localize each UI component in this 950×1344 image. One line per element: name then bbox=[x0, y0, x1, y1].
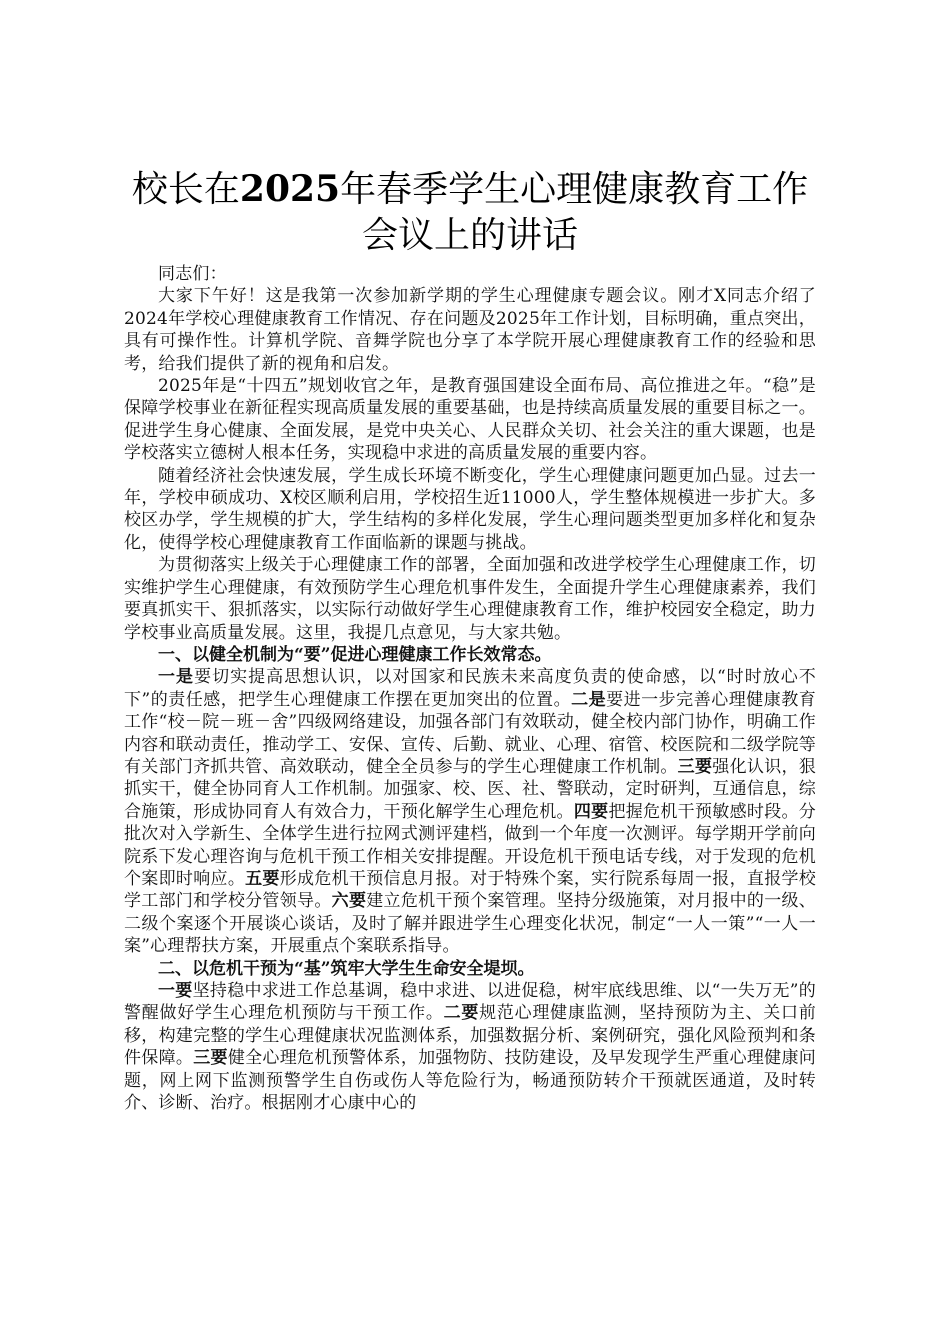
s1-text-6: 建立危机干预个案管理。坚持分级施策，对月报中的一级、二级个案逐个开展谈心谈话，及时了解并跟进学生心理变化状况，制定“一人一策”“一人一案”心理帮扶方案，开展重点个案联系指导。 bbox=[124, 891, 817, 957]
title-part2: 年春季学生心理健康教育工作会议上的讲话 bbox=[340, 169, 809, 256]
s1-marker-2: 二是 bbox=[571, 689, 607, 710]
document-title bbox=[124, 166, 816, 259]
document-body bbox=[124, 166, 816, 1114]
s1-text-1: 要切实提高思想认识，以对国家和民族未来高度负责的使命感，以“时时放心不下”的责任感，把学生心理健康工作摆在更加突出的位置。 bbox=[124, 667, 816, 710]
s2-marker-2: 二要 bbox=[443, 1003, 480, 1024]
s1-marker-3: 三要 bbox=[677, 756, 713, 777]
s2-marker-1: 一要 bbox=[158, 981, 193, 1001]
s1-marker-4: 四要 bbox=[573, 801, 609, 822]
s1-text-2: 要进一步完善心理健康教育工作“校－院－班－舍”四级网络建设，加强各部门有效联动，健全校内部门协作，明确工作内容和联动责任，推动学工、安保、宣传、后勤、就业、心理、宿管、校医院和二级学院等有关部门齐抓共管、高效联动，健全全员参与的学生心理健康工作机制。 bbox=[124, 689, 816, 777]
s1-marker-1: 一是 bbox=[158, 667, 195, 688]
intro-paragraph-3: 随着经济社会快速发展，学生成长环境不断变化，学生心理健康问题更加凸显。过去一年，学校申硕成功、X校区顺利启用，学校招生近11000人，学生整体规模进一步扩大。多校区办学，学生规模的扩大，学生结构的多样化发展，学生心理问题类型更加多样化和复杂化，使得学校心理健康教育工作面临新的课题与挑战。 bbox=[124, 465, 816, 553]
section-2-paragraph bbox=[124, 980, 816, 1114]
s1-marker-6: 六要 bbox=[331, 891, 367, 912]
s2-text-3: 健全心理危机预警体系，加强物防、技防建设，及早发现学生严重心理健康问题，网上网下监测预警学生自伤或伤人等危险行为，畅通预防转介干预就医通道，及时转介、诊断、治疗。根据刚才心康中心的 bbox=[124, 1048, 816, 1114]
intro-paragraph-1: 大家下午好！这是我第一次参加新学期的学生心理健康专题会议。刚才X同志介绍了2024年学校心理健康教育工作情况、存在问题及2025年工作计划，目标明确，重点突出，具有可操作性。计算机学院、音舞学院也分享了本学院开展心理健康教育工作的经验和思考，给我们提供了新的视角和启发。 bbox=[124, 286, 816, 374]
s2-marker-3: 三要 bbox=[193, 1048, 228, 1069]
s1-text-5: 形成危机干预信息月报。对于特殊个案，实行院系每周一报，直报学校学工部门和学校分管领导。 bbox=[124, 868, 816, 912]
s1-text-4: 把握危机干预敏感时段。分批次对入学新生、全体学生进行拉网式测评建档，做到一个年度一次测评。每学期开学前向院系下发心理咨询与危机干预工作相关安排提醒。开设危机干预电话专线，对于发现的危机个案即时响应。 bbox=[124, 801, 816, 889]
title-year: 2025 bbox=[239, 168, 341, 210]
s1-marker-5: 五要 bbox=[245, 868, 280, 889]
salutation: 同志们： bbox=[158, 264, 227, 284]
title-part1: 校长在 bbox=[131, 169, 240, 210]
s2-text-1: 坚持稳中求进工作总基调，稳中求进、以进促稳，树牢底线思维、以“一失万无”的警醒做好学生心理危机预防与干预工作。 bbox=[124, 981, 817, 1024]
intro-paragraph-4: 为贯彻落实上级关于心理健康工作的部署，全面加强和改进学校学生心理健康工作，切实维护学生心理健康，有效预防学生心理危机事件发生，全面提升学生心理健康素养，我们要真抓实干、狠抓落实，以实际行动做好学生心理健康教育工作，维护校园安全稳定，助力学校事业高质量发展。这里，我提几点意见，与大家共勉。 bbox=[124, 555, 816, 643]
section-2-heading: 二、以危机干预为“基”筑牢大学生生命安全堤坝。 bbox=[158, 958, 535, 979]
s1-text-3: 强化认识，狠抓实干，健全协同育人工作机制。加强家、校、医、社、警联动，定时研判，互通信息，综合施策，形成协同育人有效合力，干预化解学生心理危机。 bbox=[124, 756, 816, 822]
section-1-heading: 一、以健全机制为“要”促进心理健康工作长效常态。 bbox=[158, 644, 552, 665]
s2-text-2: 规范心理健康监测，坚持预防为主、关口前移，构建完整的学生心理健康状况监测体系，加强数据分析、案例研究，强化风险预判和条件保障。 bbox=[124, 1003, 816, 1069]
intro-paragraph-2: 2025年是“十四五”规划收官之年，是教育强国建设全面布局、高位推进之年。“稳”是保障学校事业在新征程实现高质量发展的重要基础，也是持续高质量发展的重要目标之一。促进学生身心健康、全面发展，是党中央关心、人民群众关切、社会关注的重大课题，也是学校落实立德树人根本任务，实现稳中求进的高质量发展的重要内容。 bbox=[124, 376, 816, 464]
section-1-paragraph bbox=[124, 666, 816, 957]
